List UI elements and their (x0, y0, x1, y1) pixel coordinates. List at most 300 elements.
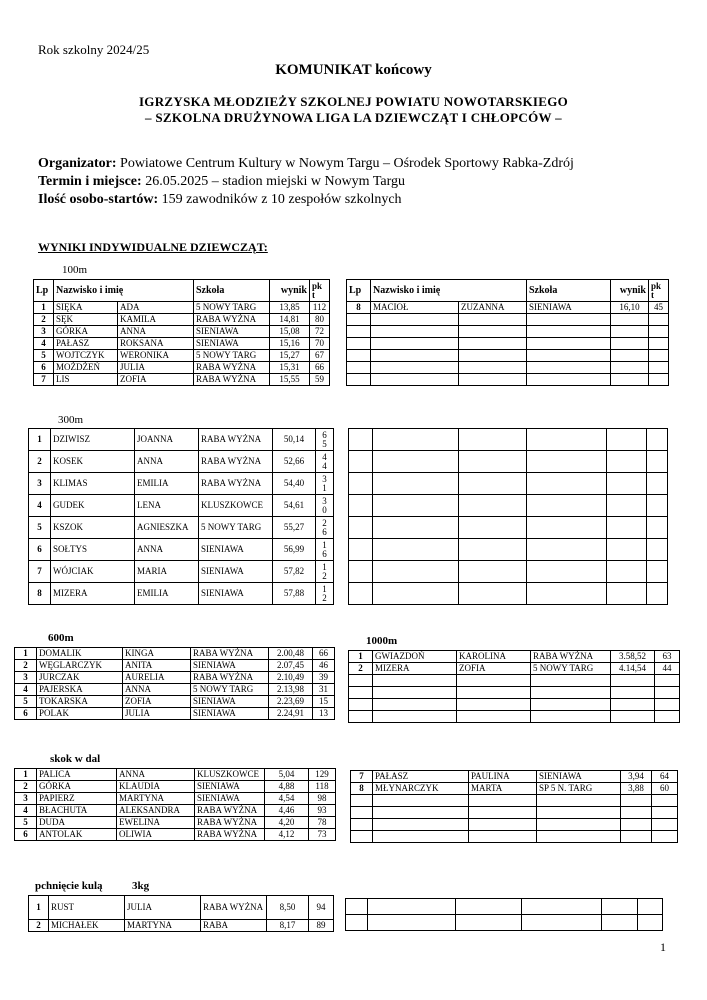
cell-result: 2.23,69 (269, 696, 313, 708)
points-digit: 5 (322, 438, 327, 449)
cell-school: 5 NOWY TARG (191, 684, 269, 696)
cell-result: 8,17 (267, 920, 309, 932)
points-digit: 1 (322, 482, 327, 493)
cell-points: 66 (313, 648, 335, 660)
cell-school: RABA (201, 920, 267, 932)
table-row (351, 771, 678, 783)
empty-row (351, 831, 678, 843)
cell-points (316, 451, 334, 473)
cell-school: 5 NOWY TARG (194, 350, 270, 362)
points-digit: 2 (322, 570, 327, 581)
organizer-label: Organizator: (38, 156, 117, 171)
cell-surname: MIZERA (373, 663, 457, 675)
cell-surname: WOJTCZYK (54, 350, 118, 362)
points-digit: 6 (322, 429, 327, 440)
cell-points (316, 429, 334, 451)
cell-lp: 8 (29, 583, 51, 605)
cell-points (316, 539, 334, 561)
cell-firstname: ANNA (123, 684, 191, 696)
shot-weight: 3kg (132, 880, 150, 892)
cell-surname: PAŁASZ (54, 338, 118, 350)
cell-surname: DZIWISZ (51, 429, 135, 451)
cell-result: 8,50 (267, 896, 309, 920)
results-table-long-jump (14, 768, 336, 841)
results-table-shot-put-right-empty (345, 898, 663, 931)
cell-surname: WĘGLARCZYK (37, 660, 123, 672)
cell-points: 78 (309, 817, 336, 829)
table-row (29, 583, 334, 605)
cell-firstname: PAULINA (469, 771, 537, 783)
event-title-100m: 100m (62, 264, 88, 276)
cell-lp: 6 (29, 539, 51, 561)
cell-points: 93 (309, 805, 336, 817)
cell-points: 44 (655, 663, 680, 675)
cell-surname: GÓRKA (37, 781, 117, 793)
organizer-line (38, 156, 574, 172)
table-header-row (347, 280, 669, 302)
cell-result: 15,27 (270, 350, 310, 362)
starts-label: Ilość osobo-startów: (38, 192, 159, 207)
results-table-600m (14, 647, 335, 720)
cell-surname: GUDEK (51, 495, 135, 517)
table-row (349, 663, 680, 675)
cell-result: 2.10,49 (269, 672, 313, 684)
cell-school: SP 5 N. TARG (537, 783, 621, 795)
cell-firstname: WERONIKA (118, 350, 194, 362)
col-result: wynik (270, 280, 310, 302)
table-row (15, 793, 336, 805)
col-school: Szkoła (194, 280, 270, 302)
cell-firstname: JULIA (118, 362, 194, 374)
cell-firstname: LENA (135, 495, 199, 517)
cell-surname: ANTOLAK (37, 829, 117, 841)
table-row (347, 302, 669, 314)
cell-points: 13 (313, 708, 335, 720)
cell-school: SIENIAWA (195, 793, 265, 805)
table-row (15, 805, 336, 817)
cell-surname: PAPIERZ (37, 793, 117, 805)
event-title-300m: 300m (58, 414, 84, 426)
cell-firstname: JOANNA (135, 429, 199, 451)
empty-row (346, 915, 663, 931)
organizer-value: Powiatowe Centrum Kultury w Nowym Targu – Ośrodek Sportowy Rabka-Zdrój (120, 156, 574, 171)
table-row (349, 651, 680, 663)
cell-surname: PAJERSKA (37, 684, 123, 696)
cell-lp: 4 (29, 495, 51, 517)
table-row (15, 696, 335, 708)
cell-school: RABA WYŻNA (191, 648, 269, 660)
col-name: Nazwisko i imię (54, 280, 194, 302)
results-table-1000m (348, 650, 680, 723)
cell-firstname: KLAUDIA (117, 781, 195, 793)
cell-result: 2.00,48 (269, 648, 313, 660)
points-digit: 2 (322, 517, 327, 528)
results-table-300m (28, 428, 334, 605)
cell-points: 63 (655, 651, 680, 663)
cell-firstname: ADA (118, 302, 194, 314)
page-number: 1 (660, 940, 666, 954)
cell-surname: MŁYNARCZYK (373, 783, 469, 795)
empty-row (349, 711, 680, 723)
cell-result: 2.13,98 (269, 684, 313, 696)
points-digit: 2 (322, 592, 327, 603)
results-table-100m-right (346, 279, 669, 386)
empty-row (346, 899, 663, 915)
col-lp: Lp (34, 280, 54, 302)
table-row (15, 817, 336, 829)
table-row (34, 326, 330, 338)
table-row (15, 672, 335, 684)
cell-lp: 5 (15, 696, 37, 708)
empty-row (347, 314, 669, 326)
cell-result: 54,40 (273, 473, 316, 495)
cell-result: 4,46 (265, 805, 309, 817)
table-row (34, 374, 330, 386)
cell-firstname: KAROLINA (457, 651, 531, 663)
cell-firstname: EMILIA (135, 583, 199, 605)
cell-points: 46 (313, 660, 335, 672)
cell-result: 52,66 (273, 451, 316, 473)
empty-row (349, 699, 680, 711)
empty-row (349, 429, 668, 451)
cell-firstname: AGNIESZKA (135, 517, 199, 539)
cell-firstname: MARTYNA (117, 793, 195, 805)
cell-points: 67 (310, 350, 330, 362)
cell-surname: MACIOŁ (371, 302, 459, 314)
cell-points: 94 (309, 896, 334, 920)
empty-row (347, 326, 669, 338)
starts-value: 159 zawodników z 10 zespołów szkolnych (161, 192, 402, 207)
table-row (34, 302, 330, 314)
cell-surname: JURCZAK (37, 672, 123, 684)
cell-lp: 7 (34, 374, 54, 386)
table-row (34, 338, 330, 350)
cell-school: RABA WYŻNA (195, 805, 265, 817)
cell-result: 3,94 (621, 771, 652, 783)
empty-row (351, 819, 678, 831)
table-row (29, 561, 334, 583)
cell-school: SIENIAWA (199, 583, 273, 605)
cell-result: 3.58,52 (611, 651, 655, 663)
cell-result: 2.07,45 (269, 660, 313, 672)
points-digit: 1 (322, 539, 327, 550)
cell-lp: 3 (34, 326, 54, 338)
cell-school: RABA WYŻNA (191, 672, 269, 684)
cell-points (316, 495, 334, 517)
cell-result: 2.24,91 (269, 708, 313, 720)
empty-row (349, 451, 668, 473)
cell-result: 16,10 (611, 302, 649, 314)
empty-row (349, 561, 668, 583)
cell-points: 39 (313, 672, 335, 684)
document-subtitle-1: IGRZYSKA MŁODZIEŻY SZKOLNEJ POWIATU NOWOTARSKIEGO (138, 94, 569, 109)
cell-surname: TOKARSKA (37, 696, 123, 708)
col-result: wynik (611, 280, 649, 302)
col-lp: Lp (347, 280, 371, 302)
empty-row (349, 473, 668, 495)
cell-lp: 2 (29, 920, 49, 932)
cell-points: 118 (309, 781, 336, 793)
results-table-300m-right-empty (348, 428, 668, 605)
cell-lp: 6 (15, 829, 37, 841)
col-points (310, 280, 330, 302)
cell-lp: 6 (15, 708, 37, 720)
cell-school: RABA WYŻNA (194, 362, 270, 374)
starts-line (38, 192, 402, 208)
cell-surname: MIZERA (51, 583, 135, 605)
results-table-100m-left (33, 279, 330, 386)
cell-school: RABA WYŻNA (195, 829, 265, 841)
cell-result: 4,20 (265, 817, 309, 829)
empty-row (351, 807, 678, 819)
table-row (15, 829, 336, 841)
cell-lp: 1 (349, 651, 373, 663)
date-label: Termin i miejsce: (38, 174, 142, 189)
cell-firstname: ANNA (135, 451, 199, 473)
cell-result: 15,08 (270, 326, 310, 338)
cell-lp: 6 (34, 362, 54, 374)
table-row (29, 896, 334, 920)
cell-firstname: ANNA (135, 539, 199, 561)
cell-result: 15,16 (270, 338, 310, 350)
cell-surname: RUST (49, 896, 125, 920)
cell-result: 57,88 (273, 583, 316, 605)
cell-lp: 4 (34, 338, 54, 350)
cell-firstname: MARTA (469, 783, 537, 795)
cell-firstname: MARTYNA (125, 920, 201, 932)
points-digit: 1 (322, 561, 327, 572)
event-title-600m: 600m (48, 632, 74, 644)
col-name: Nazwisko i imię (371, 280, 527, 302)
cell-points: 45 (649, 302, 669, 314)
cell-firstname: EWELINA (117, 817, 195, 829)
event-title-shot-put: pchnięcie kulą (35, 880, 103, 892)
cell-school: SIENIAWA (191, 660, 269, 672)
cell-firstname: KAMILA (118, 314, 194, 326)
cell-surname: SĘK (54, 314, 118, 326)
cell-school: KLUSZKOWCE (195, 769, 265, 781)
empty-row (349, 495, 668, 517)
document-title: KOMUNIKAT końcowy (275, 62, 432, 78)
empty-row (347, 362, 669, 374)
cell-result: 4.14,54 (611, 663, 655, 675)
cell-school: SIENIAWA (195, 781, 265, 793)
table-row (15, 660, 335, 672)
cell-lp: 1 (15, 648, 37, 660)
table-row (29, 920, 334, 932)
cell-result: 57,82 (273, 561, 316, 583)
cell-firstname: ZOFIA (118, 374, 194, 386)
cell-surname: DUDA (37, 817, 117, 829)
cell-surname: KSZOK (51, 517, 135, 539)
cell-firstname: ANNA (118, 326, 194, 338)
points-digit: 3 (322, 473, 327, 484)
cell-lp: 1 (29, 429, 51, 451)
points-digit: 0 (322, 504, 327, 515)
cell-lp: 5 (15, 817, 37, 829)
cell-firstname: KINGA (123, 648, 191, 660)
cell-surname: MICHAŁEK (49, 920, 125, 932)
points-digit: 1 (322, 583, 327, 594)
cell-school: SIENIAWA (537, 771, 621, 783)
cell-school: RABA WYŻNA (199, 473, 273, 495)
col-school: Szkoła (527, 280, 611, 302)
cell-surname: SIĘKA (54, 302, 118, 314)
cell-lp: 2 (349, 663, 373, 675)
cell-lp: 3 (15, 672, 37, 684)
cell-points (316, 517, 334, 539)
cell-points: 129 (309, 769, 336, 781)
cell-firstname: ANITA (123, 660, 191, 672)
points-digit: 4 (322, 460, 327, 471)
cell-lp: 1 (15, 769, 37, 781)
cell-points: 31 (313, 684, 335, 696)
cell-points: 60 (652, 783, 678, 795)
cell-surname: SOŁTYS (51, 539, 135, 561)
cell-points (316, 473, 334, 495)
cell-school: SIENIAWA (194, 338, 270, 350)
cell-lp: 3 (15, 793, 37, 805)
cell-points (316, 561, 334, 583)
cell-school: SIENIAWA (191, 708, 269, 720)
col-points-bottom: t (312, 289, 315, 300)
cell-lp: 8 (347, 302, 371, 314)
cell-surname: BŁACHUTA (37, 805, 117, 817)
cell-result: 13,85 (270, 302, 310, 314)
cell-school: SIENIAWA (199, 561, 273, 583)
cell-school: 5 NOWY TARG (199, 517, 273, 539)
cell-lp: 1 (29, 896, 49, 920)
cell-result: 5,04 (265, 769, 309, 781)
date-value: 26.05.2025 – stadion miejski w Nowym Targu (145, 174, 406, 189)
cell-surname: PAŁASZ (373, 771, 469, 783)
cell-lp: 8 (351, 783, 373, 795)
document-subtitle-2: – SZKOLNA DRUŻYNOWA LIGA LA DZIEWCZĄT I CHŁOPCÓW – (145, 110, 562, 125)
cell-points: 73 (309, 829, 336, 841)
cell-firstname: EMILIA (135, 473, 199, 495)
table-row (29, 495, 334, 517)
cell-school: RABA WYŻNA (194, 314, 270, 326)
cell-school: 5 NOWY TARG (531, 663, 611, 675)
cell-lp: 2 (29, 451, 51, 473)
cell-school: KLUSZKOWCE (199, 495, 273, 517)
cell-firstname: ALEKSANDRA (117, 805, 195, 817)
cell-lp: 2 (15, 781, 37, 793)
cell-lp: 4 (15, 684, 37, 696)
cell-result: 54,61 (273, 495, 316, 517)
cell-points: 112 (310, 302, 330, 314)
empty-row (347, 350, 669, 362)
cell-school: RABA WYŻNA (199, 451, 273, 473)
cell-result: 15,55 (270, 374, 310, 386)
results-table-shot-put (28, 895, 334, 932)
cell-surname: LIS (54, 374, 118, 386)
cell-surname: GÓRKA (54, 326, 118, 338)
event-title-long-jump: skok w dal (50, 753, 101, 765)
table-row (34, 350, 330, 362)
cell-lp: 5 (34, 350, 54, 362)
event-title-shot-put-line (35, 880, 149, 892)
cell-firstname: AURELIA (123, 672, 191, 684)
cell-points: 59 (310, 374, 330, 386)
cell-result: 56,99 (273, 539, 316, 561)
cell-surname: GWIAZDOŃ (373, 651, 457, 663)
cell-points (316, 583, 334, 605)
cell-firstname: JULIA (123, 708, 191, 720)
cell-result: 50,14 (273, 429, 316, 451)
cell-surname: MOŻDŻEŃ (54, 362, 118, 374)
cell-surname: WÓJCIAK (51, 561, 135, 583)
cell-result: 3,88 (621, 783, 652, 795)
cell-lp: 1 (34, 302, 54, 314)
cell-lp: 2 (15, 660, 37, 672)
cell-lp: 7 (29, 561, 51, 583)
cell-points: 66 (310, 362, 330, 374)
cell-school: RABA WYŻNA (201, 896, 267, 920)
cell-school: RABA WYŻNA (199, 429, 273, 451)
cell-firstname: ZOFIA (457, 663, 531, 675)
table-row (29, 451, 334, 473)
cell-firstname: ZUZANNA (459, 302, 527, 314)
cell-firstname: OLIWIA (117, 829, 195, 841)
cell-lp: 4 (15, 805, 37, 817)
empty-row (351, 795, 678, 807)
cell-points: 89 (309, 920, 334, 932)
cell-school: SIENIAWA (191, 696, 269, 708)
cell-school: RABA WYŻNA (194, 374, 270, 386)
cell-school: SIENIAWA (194, 326, 270, 338)
cell-points: 70 (310, 338, 330, 350)
cell-result: 14,81 (270, 314, 310, 326)
cell-firstname: JULIA (125, 896, 201, 920)
empty-row (347, 338, 669, 350)
table-row (29, 473, 334, 495)
table-row (34, 362, 330, 374)
col-points-bottom: t (651, 289, 654, 300)
cell-points: 80 (310, 314, 330, 326)
cell-result: 55,27 (273, 517, 316, 539)
cell-school: SIENIAWA (527, 302, 611, 314)
cell-school: RABA WYŻNA (531, 651, 611, 663)
cell-lp: 7 (351, 771, 373, 783)
event-title-1000m: 1000m (366, 635, 398, 647)
cell-surname: POLAK (37, 708, 123, 720)
empty-row (349, 687, 680, 699)
table-row (15, 769, 336, 781)
col-points (649, 280, 669, 302)
empty-row (349, 517, 668, 539)
table-row (29, 517, 334, 539)
cell-result: 4,12 (265, 829, 309, 841)
cell-school: RABA WYŻNA (195, 817, 265, 829)
points-digit: 4 (322, 451, 327, 462)
results-table-long-jump-right (350, 770, 678, 843)
table-row (15, 781, 336, 793)
cell-firstname: ROKSANA (118, 338, 194, 350)
cell-surname: KLIMAS (51, 473, 135, 495)
cell-points: 98 (309, 793, 336, 805)
cell-surname: PALICA (37, 769, 117, 781)
cell-surname: KOSEK (51, 451, 135, 473)
col-points-top: pk (651, 280, 662, 291)
points-digit: 6 (322, 548, 327, 559)
cell-lp: 5 (29, 517, 51, 539)
points-digit: 3 (322, 495, 327, 506)
table-row (34, 314, 330, 326)
cell-firstname: ZOFIA (123, 696, 191, 708)
cell-lp: 2 (34, 314, 54, 326)
empty-row (349, 583, 668, 605)
